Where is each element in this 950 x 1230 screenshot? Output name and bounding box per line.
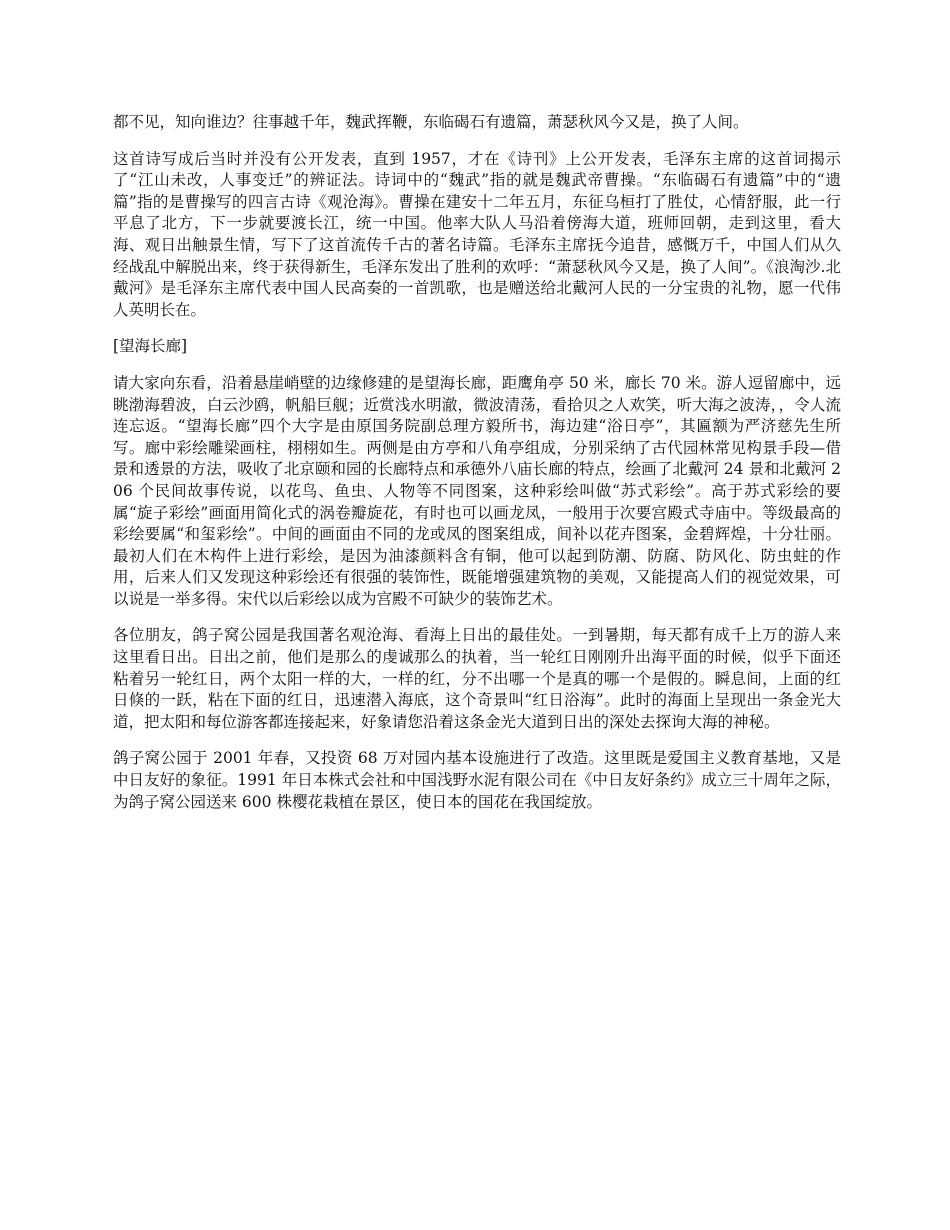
paragraph-wanghai-corridor: 请大家向东看，沿着悬崖峭壁的边缘修建的是望海长廊，距鹰角亭 50 米，廊长 70 米。游人逗留廊中，远眺渤海碧波，白云沙鸥，帆船巨舰；近赏浅水明澈，微波清荡，看拾贝之人欢笑，听大海之波涛，，令人流连忘返。“望海长廊”四个大字是由原国务院副总理方毅所书，海边建“浴日亭”，其匾额为严济慈先生所写。廊中彩绘雕梁画柱，栩栩如生。两侧是由方亭和八角亭组成，分别采纳了古代园林常见构景手段—借景和透景的方法，吸收了北京颐和园的长廊特点和承德外八庙长廊的特点，绘画了北戴河 24 景和北戴河 206 个民间故事传说，以花鸟、鱼虫、人物等不同图案，这种彩绘叫做“苏式彩绘”。高于苏式彩绘的要属“旋子彩绘”画面用简化式的涡卷瓣旋花，有时也可以画龙凤，一般用于次要宫殿式寺庙中。等级最高的彩绘要属“和玺彩绘”。中间的画面由不同的龙或凤的图案组成，间补以花卉图案，金碧辉煌，十分壮丽。最初人们在木构件上进行彩绘，是因为油漆颜料含有铜，他可以起到防潮、防腐、防风化、防虫蛀的作用，后来人们又发现这种彩绘还有很强的装饰性，既能增强建筑物的美观，又能提高人们的视觉效果，可以说是一举多得。宋代以后彩绘以成为宫殿不可缺少的装饰艺术。 — [113, 373, 841, 608]
paragraph-park-renovation: 鸽子窝公园于 2001 年春，又投资 68 万对园内基本设施进行了改造。这里既是爱国主义教育基地，又是中日友好的象征。1991 年日本株式会社和中国浅野水泥有限公司在《中日友好条约》成立三十周年之际，为鸽子窝公园送来 600 株樱花栽植在景区，使日本的国花在我国绽放。 — [113, 749, 841, 811]
paragraph-poem-commentary: 这首诗写成后当时并没有公开发表，直到 1957，才在《诗刊》上公开发表，毛泽东主席的这首词揭示了“江山未改，人事变迁”的辨证法。诗词中的“魏武”指的就是魏武帝曹操。“东临碣石有遗篇”中的“遗篇”指的是曹操写的四言古诗《观沧海》。曹操在建安十二年五月，东征乌桓打了胜仗，心情舒服，此一行平息了北方，下一步就要渡长江，统一中国。他率大队人马沿着傍海大道，班师回朝，走到这里，看大海、观日出触景生情，写下了这首流传千古的著名诗篇。毛泽东主席抚今追昔，感慨万千，中国人们从久经战乱中解脱出来，终于获得新生，毛泽东发出了胜利的欢呼：“萧瑟秋风今又是，换了人间”。《浪淘沙.北戴河》是毛泽东主席代表中国人民高奏的一首凯歌，也是赠送给北戴河人民的一分宝贵的礼物，愿一代伟人英明长在。 — [113, 149, 841, 319]
section-heading-wanghai-corridor: [望海长廊] — [113, 337, 188, 356]
paragraph-poem-ending: 都不见，知向谁边？往事越千年，魏武挥鞭，东临碣石有遗篇，萧瑟秋风今又是，换了人间。 — [113, 113, 749, 131]
document-body — [113, 112, 841, 828]
paragraph-sunrise: 各位朋友，鸽子窝公园是我国著名观沧海、看海上日出的最佳处。一到暑期，每天都有成千上万的游人来这里看日出。日出之前，他们是那么的虔诚那么的执着，当一轮红日刚刚升出海平面的时候，似乎下面还粘着另一轮红日，两个太阳一样的大，一样的红，分不出哪一个是真的哪一个是假的。瞬息间，上面的红日倏的一跃，粘在下面的红日，迅速潜入海底，这个奇景叫“红日浴海”。此时的海面上呈现出一条金光大道，把太阳和每位游客都连接起来，好象请您沿着这条金光大道到日出的深处去探询大海的神秘。 — [113, 626, 841, 731]
